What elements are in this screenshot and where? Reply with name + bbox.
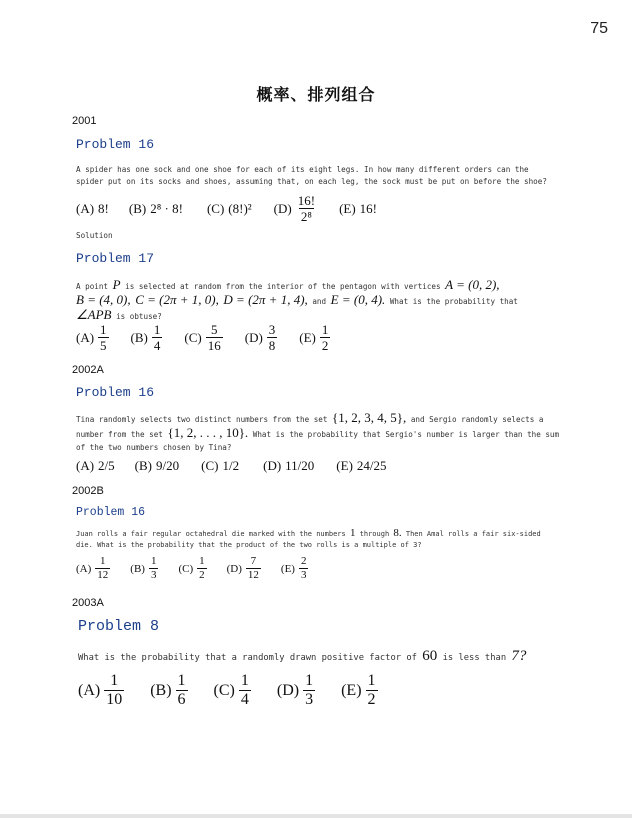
- year-label-2003a: 2003A: [72, 597, 104, 609]
- answer-option: (D) $\frac{7}{12}$: [226, 555, 259, 581]
- year-label-2002a: 2002A: [72, 364, 104, 376]
- answer-option: (E) 16!: [339, 200, 378, 216]
- answer-option: (D) 11/20: [263, 458, 315, 473]
- answer-option: (B) 2⁸ · 8!: [128, 200, 183, 216]
- fraction: $\frac{1}{3}$: [150, 555, 157, 581]
- problem-heading[interactable]: Problem 8: [78, 618, 160, 635]
- fraction: $\frac{7}{12}$: [247, 555, 259, 581]
- answer-option: (A) 2/5: [76, 458, 115, 473]
- fraction: $\frac{1}{6}$: [177, 672, 186, 708]
- page-bottom-edge: [0, 814, 632, 818]
- problem-text: Tina randomly selects two distinct numbers from the set {1, 2, 3, 4, 5}, and Sergio randomly selects a number from the set {1, 2, . . . , 10}. What is the probability that Sergio's number is larger than the sum of the two numbers chosen by Tina?: [76, 410, 560, 452]
- fraction: $\frac{1}{4}$: [153, 322, 161, 353]
- answer-option: (C) 1/2: [201, 458, 240, 473]
- fraction: $\frac{1}{2}$: [367, 672, 376, 708]
- answer-option: (E) $\frac{2}{3}$: [280, 555, 307, 581]
- problem-text: A spider has one sock and one shoe for each of its eight legs. In how many different orders can the spider put on its socks and shoes, assuming that, on each leg, the sock must be put on before the shoe?: [76, 165, 547, 186]
- answer-option: (E) $\frac{1}{2}$: [341, 672, 376, 708]
- answer-option: (B) $\frac{1}{6}$: [150, 672, 186, 708]
- answer-option: (A) 8!: [76, 200, 109, 216]
- answer-choices: [76, 556, 308, 581]
- answer-option: (B) $\frac{1}{3}$: [130, 555, 157, 581]
- answer-choices: [76, 194, 377, 223]
- answer-choices: [78, 673, 378, 708]
- fraction: $\frac{5}{16}$: [207, 322, 221, 353]
- answer-option: (D) $\frac{16!}{\text{2⁸}}$: [273, 193, 316, 224]
- answer-choices: [76, 458, 387, 474]
- answer-option: (A) $\frac{1}{12}$: [76, 555, 109, 581]
- answer-option: (A) $\frac{1}{5}$: [76, 322, 107, 353]
- fraction: $\frac{1}{4}$: [240, 672, 249, 708]
- problem-heading[interactable]: Problem 16: [76, 137, 155, 152]
- answer-option: (A) $\frac{1}{10}$: [78, 672, 123, 708]
- problem-heading[interactable]: Problem 17: [76, 251, 155, 266]
- page-number: 75: [590, 20, 608, 37]
- problem-text: A point P is selected at random from the interior of the pentagon with vertices A = (0, 2), B = (4, 0), C = (2π + 1, 0), D = (2π + 1, 4), and E = (0, 4). What is the probability that ∠APB is obtuse?: [76, 277, 518, 322]
- fraction: $\frac{1}{3}$: [305, 672, 314, 708]
- answer-option: (C) $\frac{5}{16}$: [184, 322, 221, 353]
- fraction: $\frac{1}{5}$: [100, 322, 107, 353]
- fraction: $\frac{16!}{\text{2⁸}}$: [297, 193, 316, 224]
- problem-heading[interactable]: Problem 16: [76, 385, 155, 400]
- answer-option: (C) (8!)²: [206, 200, 252, 216]
- answer-option: (B) $\frac{1}{4}$: [130, 322, 161, 353]
- fraction: $\frac{1}{12}$: [97, 555, 109, 581]
- fraction: $\frac{2}{3}$: [300, 555, 307, 581]
- answer-option: (E) 24/25: [336, 458, 387, 473]
- answer-option: (D) $\frac{3}{8}$: [244, 322, 276, 353]
- answer-option: (C) $\frac{1}{2}$: [178, 555, 205, 581]
- fraction: $\frac{1}{10}$: [106, 672, 123, 708]
- year-label-2002b: 2002B: [72, 485, 104, 497]
- solution-link[interactable]: Solution: [76, 231, 113, 240]
- year-label-2001: 2001: [72, 115, 97, 127]
- page-title: 概率、排列组合: [256, 85, 376, 104]
- fraction: $\frac{1}{2}$: [321, 322, 329, 353]
- answer-option: (B) 9/20: [134, 458, 180, 473]
- problem-heading[interactable]: Problem 16: [76, 506, 146, 519]
- answer-option: (E) $\frac{1}{2}$: [299, 322, 329, 353]
- answer-option: (D) $\frac{1}{3}$: [276, 672, 314, 708]
- answer-choices: [76, 323, 330, 352]
- fraction: $\frac{3}{8}$: [268, 322, 276, 353]
- answer-option: (C) $\frac{1}{4}$: [213, 672, 249, 708]
- problem-text: What is the probability that a randomly drawn positive factor of 60 is less than 7?: [78, 648, 527, 664]
- problem-text: Juan rolls a fair regular octahedral die marked with the numbers 1 through 8. Then Amal rolls a fair six-sided die. What is the probability that the product of the two rolls is a multiple of 3?: [76, 527, 541, 549]
- fraction: $\frac{1}{2}$: [199, 555, 205, 581]
